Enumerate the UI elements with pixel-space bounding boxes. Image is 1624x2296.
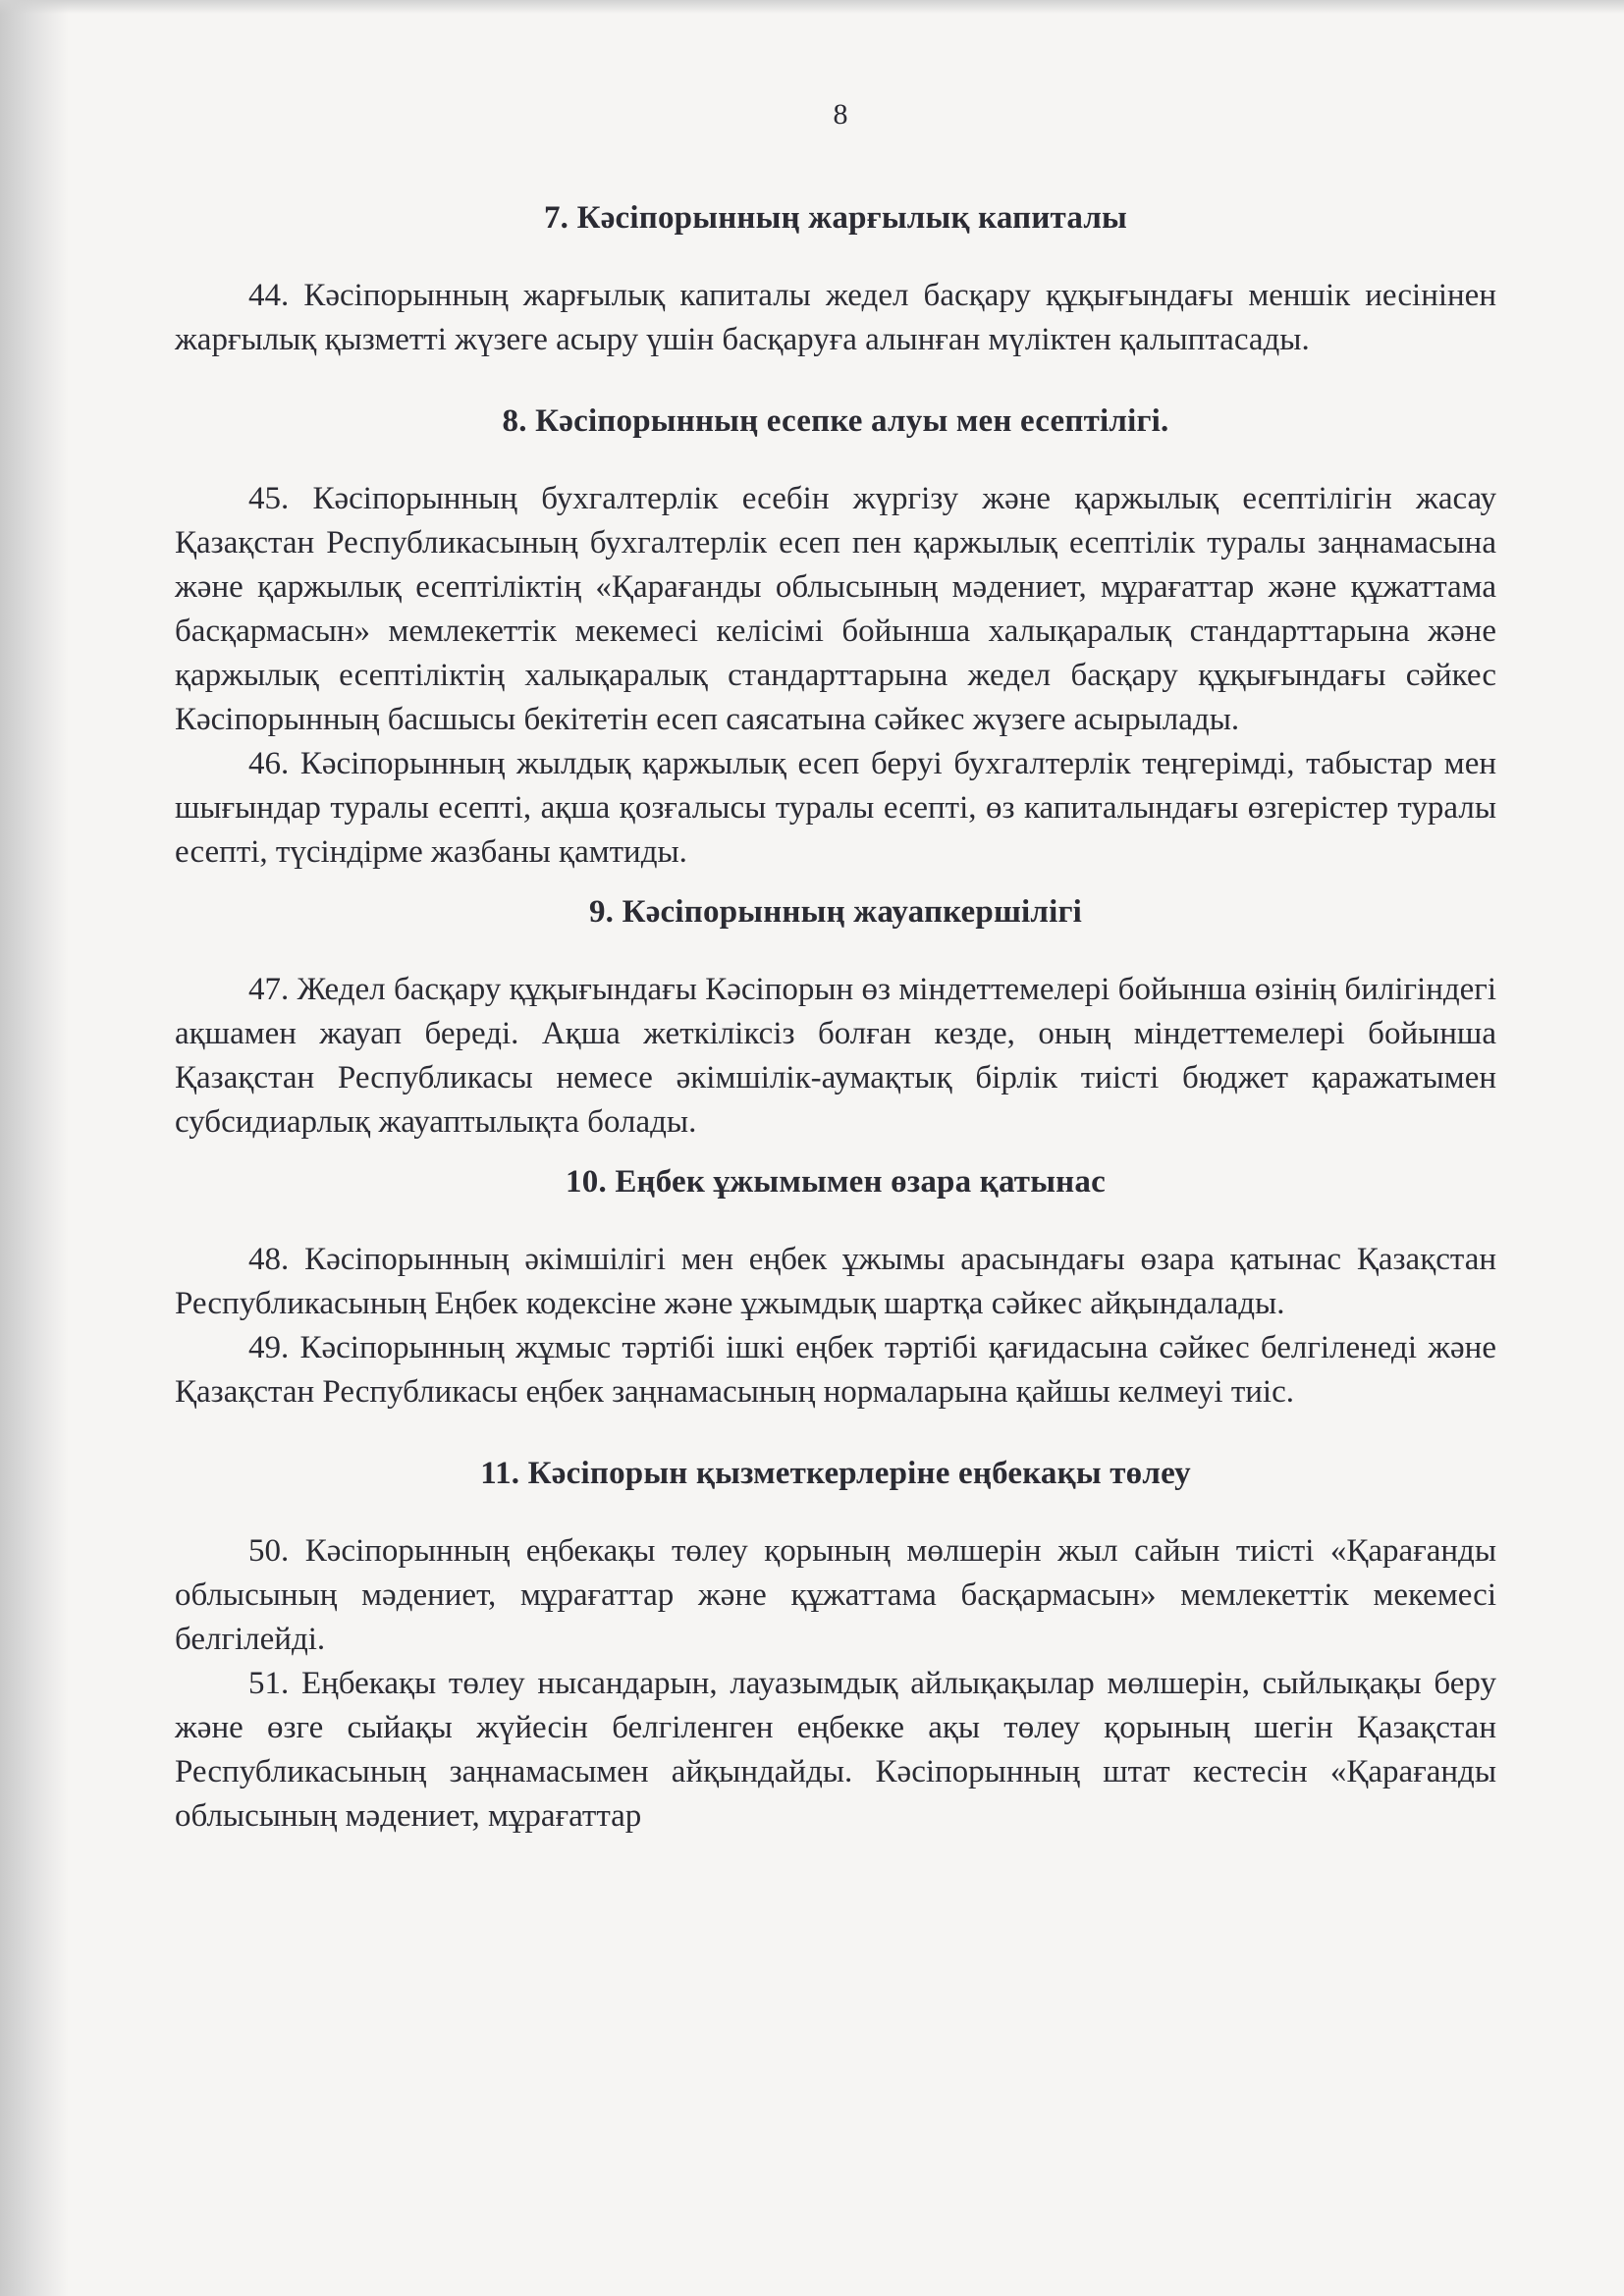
section-heading: 9. Кәсіпорынның жауапкершілігі	[588, 894, 1083, 930]
paragraph-47: 47. Жедел басқару құқығындағы Кәсіпорын өз міндеттемелері бойынша өзінің билігіндегі ақшамен жауап береді. Ақша жеткіліксіз болған кезде, оның міндеттемелері бойынша Қазақстан Республикасы немесе әкімшілік-аумақтық бірлік тиісті бюджет қаражатымен субсидиарлық жауаптылықта болады.	[175, 972, 1496, 1140]
section-7-charter-capital	[175, 200, 1496, 362]
paragraph-48: 48. Кәсіпорынның әкімшілігі мен еңбек ұжымы арасындағы өзара қатынас Қазақстан Республикасының Еңбек кодексіне және ұжымдық шартқа сәйкес айқындалады.	[175, 1242, 1496, 1321]
section-9-liability	[175, 894, 1496, 1145]
paragraph-44: 44. Кәсіпорынның жарғылық капиталы жедел басқару құқығындағы меншік иесінінен жарғылық қызметті жүзеге асыру үшін басқаруға алынған мүліктен қалыптасады.	[175, 278, 1496, 357]
paragraph-46: 46. Кәсіпорынның жылдық қаржылық есеп беруі бухгалтерлік теңгерімді, табыстар мен шығындар туралы есепті, ақша қозғалысы туралы есепті, өз капиталындағы өзгерістер туралы есепті, түсіндірме жазбаны қамтиды.	[175, 746, 1496, 870]
section-11-remuneration	[175, 1456, 1496, 1839]
paragraph-45: 45. Кәсіпорынның бухгалтерлік есебін жүргізу және қаржылық есептілігін жасау Қазақстан Республикасының бухгалтерлік есеп пен қаржылық есептілік туралы заңнамасына және қаржылық есептіліктің «Қарағанды облысының мәдениет, мұрағаттар және құжаттама басқармасын» мемлекеттік мекемесі келісімі бойынша халықаралық стандарттарына және қаржылық есептіліктің халықаралық стандарттарына жедел басқару құқығындағы сәйкес Кәсіпорынның басшысы бекітетін есеп саясатына сәйкес жүзеге асырылады.	[175, 481, 1496, 737]
paragraph-50: 50. Кәсіпорынның еңбекақы төлеу қорының мөлшерін жыл сайын тиісті «Қарағанды облысының мәдениет, мұрағаттар және құжаттама басқармасын» мемлекеттік мекемесі белгілейді.	[175, 1533, 1496, 1657]
section-heading: 8. Кәсіпорынның есепке алуы мен есептілігі.	[502, 403, 1169, 439]
section-heading: 11. Кәсіпорын қызметкерлеріне еңбекақы төлеу	[480, 1456, 1191, 1491]
section-10-labor-relations	[175, 1164, 1496, 1415]
scan-top-shadow	[0, 0, 1624, 14]
section-heading: 7. Кәсіпорынның жарғылық капиталы	[543, 200, 1128, 236]
page-number: 8	[833, 98, 848, 131]
paragraph-49: 49. Кәсіпорынның жұмыс тәртібі ішкі еңбек тәртібі қағидасына сәйкес белгіленеді және Қазақстан Республикасы еңбек заңнамасының нормаларына қайшы келмеуі тиіс.	[175, 1330, 1496, 1410]
document-page	[175, 98, 1496, 1839]
section-heading: 10. Еңбек ұжымымен өзара қатынас	[566, 1164, 1106, 1200]
scan-edge-shadow	[0, 0, 69, 2296]
section-8-accounting	[175, 403, 1496, 875]
paragraph-51: 51. Еңбекақы төлеу нысандарын, лауазымдық айлықақылар мөлшерін, сыйлықақы беру және өзге сыйақы жүйесін белгіленген еңбекке ақы төлеу қорының шегін Қазақстан Республикасының заңнамасымен айқындайды. Кәсіпорынның штат кестесін «Қарағанды облысының мәдениет, мұрағаттар	[175, 1666, 1496, 1834]
